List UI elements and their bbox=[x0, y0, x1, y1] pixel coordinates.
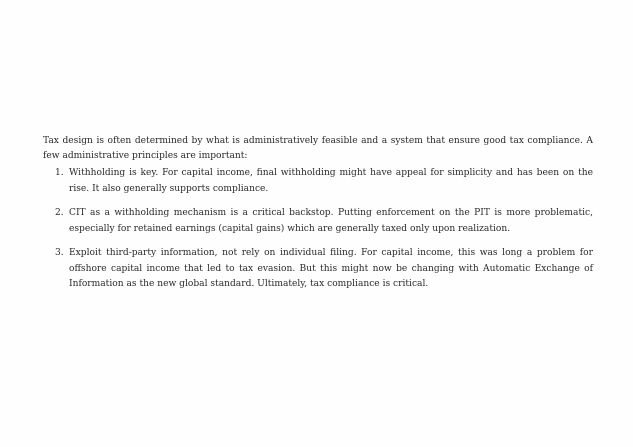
intro-paragraph: Tax design is often determined by what is administratively feasible and a system that ensure good tax compliance. A few administrative principles are important: bbox=[43, 136, 593, 161]
list-item-text: Withholding is key. For capital income, final withholding might have appeal for simplicity and has been on the rise. It also generally supports compliance. bbox=[69, 168, 593, 194]
list-item bbox=[43, 166, 593, 197]
list-item-number: 2. bbox=[55, 208, 64, 218]
list-item-text: Exploit third-party information, not rely on individual filing. For capital income, this was long a problem for offshore capital income that led to tax evasion. But this might now be changing with Automatic Exchange of Information as the new global standard. Ultimately, tax compliance is critical. bbox=[69, 248, 593, 289]
list-item bbox=[43, 206, 593, 237]
list-item bbox=[43, 246, 593, 293]
list-item-number: 3. bbox=[55, 248, 64, 258]
list-item-text: CIT as a withholding mechanism is a critical backstop. Putting enforcement on the PIT is more problematic, especially for retained earnings (capital gains) which are generally taxed only upon realization. bbox=[69, 208, 593, 234]
principles-list bbox=[43, 166, 593, 293]
list-item-number: 1. bbox=[55, 168, 64, 178]
